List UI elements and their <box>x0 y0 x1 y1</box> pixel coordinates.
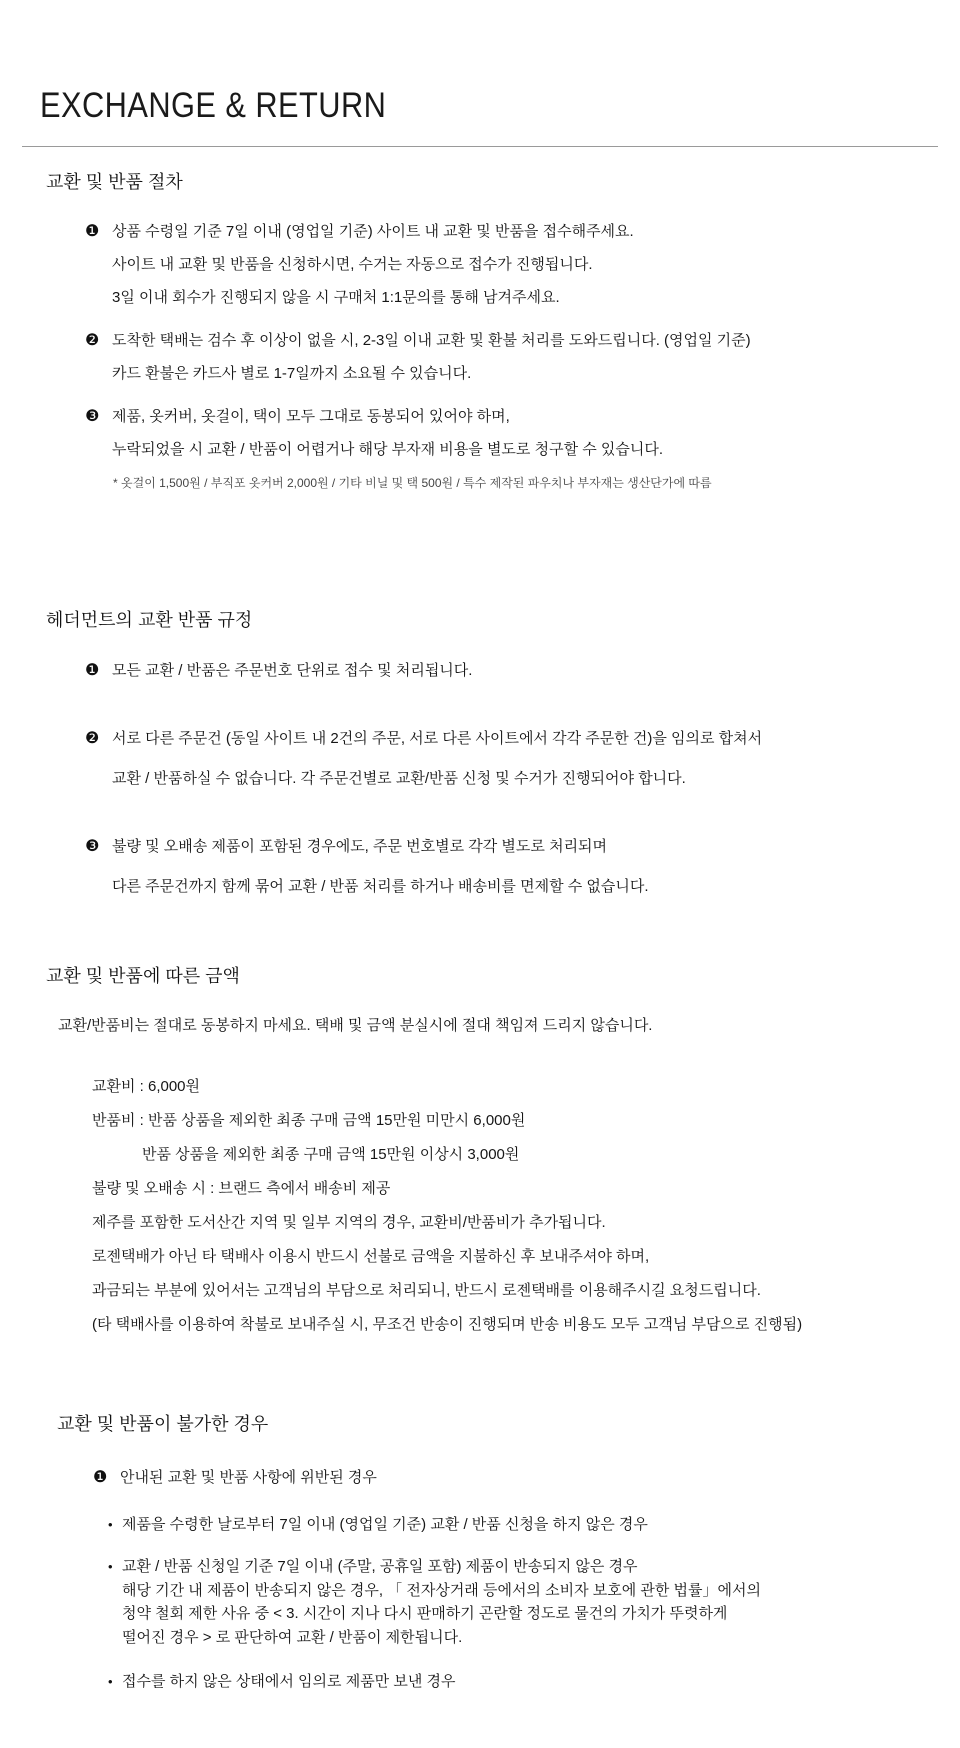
section-procedure-heading: 교환 및 반품 절차 <box>46 172 183 192</box>
return-fee-over-line: 반품 상품을 제외한 최종 구매 금액 15만원 이상시 3,000원 <box>142 1146 520 1163</box>
restriction-bullet-1 <box>108 1508 960 1541</box>
policy-item-1 <box>85 651 960 691</box>
procedure-item-2 <box>85 324 960 390</box>
restriction-bullet-2-line-4: 떨어진 경우 > 로 판단하여 교환 / 반품이 제한됩니다. <box>122 1628 463 1646</box>
section-policy-heading: 헤더먼트의 교환 반품 규정 <box>46 610 253 630</box>
policy-item-1-line-1: 모든 교환 / 반품은 주문번호 단위로 접수 및 처리됩니다. <box>112 662 473 679</box>
procedure-item-3-line-2: 누락되었을 시 교환 / 반품이 어렵거나 해당 부자재 비용을 별도로 청구할 수 있습니다. <box>112 441 664 458</box>
section-fees <box>0 963 960 1342</box>
page-title: EXCHANGE & RETURN <box>40 86 387 125</box>
courier-notice-line-3: (타 택배사를 이용하여 착불로 보내주실 시, 무조건 반송이 진행되며 반송 비용도 모두 고객님 부담으로 진행됨) <box>92 1316 803 1333</box>
procedure-item-3 <box>85 400 960 466</box>
section-restrictions-heading: 교환 및 반품이 불가한 경우 <box>57 1414 269 1434</box>
circled-number-1-icon: ❶ <box>93 1469 108 1486</box>
bullet-icon: • <box>108 1517 113 1532</box>
defect-shipping-line: 불량 및 오배송 시 : 브랜드 측에서 배송비 제공 <box>92 1180 391 1197</box>
procedure-item-1-line-1: 상품 수령일 기준 7일 이내 (영업일 기준) 사이트 내 교환 및 반품을 접수해주세요. <box>112 223 634 240</box>
procedure-item-3-line-1: 제품, 옷커버, 옷걸이, 택이 모두 그대로 동봉되어 있어야 하며, <box>112 408 510 425</box>
title-divider <box>22 146 938 147</box>
section-fees-heading: 교환 및 반품에 따른 금액 <box>46 966 240 986</box>
procedure-item-1-line-2: 사이트 내 교환 및 반품을 신청하시면, 수거는 자동으로 접수가 진행됩니다. <box>112 256 593 273</box>
fees-detail-list <box>92 1070 960 1342</box>
restriction-bullet-2-line-3: 청약 철회 제한 사유 중 < 3. 시간이 지나 다시 판매하기 곤란할 정도로 물건의 가치가 뚜렷하게 <box>122 1605 728 1622</box>
procedure-item-2-line-1: 도착한 택배는 검수 후 이상이 없을 시, 2-3일 이내 교환 및 환불 처리를 도와드립니다. (영업일 기준) <box>112 332 751 349</box>
restrictions-item-1 <box>93 1461 960 1494</box>
policy-item-2-line-2: 교환 / 반품하실 수 없습니다. 각 주문건별로 교환/반품 신청 및 수거가 진행되어야 합니다. <box>112 770 686 787</box>
section-restrictions <box>0 1411 960 1698</box>
courier-notice-line-1: 로젠택배가 아닌 타 택배사 이용시 반드시 선불로 금액을 지불하신 후 보내주셔야 하며, <box>92 1248 650 1265</box>
accessory-cost-footnote: * 옷걸이 1,500원 / 부직포 옷커버 2,000원 / 기타 비닐 및 택 500원 / 특수 제작된 파우치나 부자재는 생산단가에 따름 <box>113 476 712 490</box>
exchange-fee-line: 교환비 : 6,000원 <box>92 1078 200 1095</box>
procedure-item-1 <box>85 215 960 314</box>
circled-number-3-icon: ❸ <box>85 838 100 855</box>
policy-item-2 <box>85 719 960 799</box>
circled-number-1-icon: ❶ <box>85 662 100 679</box>
bullet-icon: • <box>108 1674 113 1689</box>
procedure-item-1-line-3: 3일 이내 회수가 진행되지 않을 시 구매처 1:1문의를 통해 남겨주세요. <box>112 289 560 306</box>
restrictions-item-1-title: 안내된 교환 및 반품 사항에 위반된 경우 <box>120 1469 377 1486</box>
courier-notice-line-2: 과금되는 부분에 있어서는 고객님의 부담으로 처리되니, 반드시 로젠택배를 이용해주시길 요청드립니다. <box>92 1282 761 1299</box>
policy-item-3 <box>85 827 960 907</box>
restriction-bullet-3 <box>108 1665 960 1698</box>
island-surcharge-line: 제주를 포함한 도서산간 지역 및 일부 지역의 경우, 교환비/반품비가 추가됩니다. <box>92 1214 606 1231</box>
restriction-bullet-2 <box>108 1555 960 1649</box>
section-policy <box>0 607 960 907</box>
restriction-bullet-2-line-1: 교환 / 반품 신청일 기준 7일 이내 (주말, 공휴일 포함) 제품이 반송되지 않은 경우 <box>122 1558 638 1575</box>
restriction-bullet-1-line-1: 제품을 수령한 날로부터 7일 이내 (영업일 기준) 교환 / 반품 신청을 하지 않은 경우 <box>122 1516 648 1533</box>
return-fee-under-line: 반품비 : 반품 상품을 제외한 최종 구매 금액 15만원 미만시 6,000원 <box>92 1112 526 1129</box>
procedure-item-2-line-2: 카드 환불은 카드사 별로 1-7일까지 소요될 수 있습니다. <box>112 365 472 382</box>
fees-warning-text: 교환/반품비는 절대로 동봉하지 마세요. 택배 및 금액 분실시에 절대 책임져 드리지 않습니다. <box>58 1017 653 1034</box>
restriction-bullet-2-line-2: 해당 기간 내 제품이 반송되지 않은 경우, 「 전자상거래 등에서의 소비자 보호에 관한 법률」에서의 <box>122 1581 761 1599</box>
circled-number-2-icon: ❷ <box>85 730 100 747</box>
restriction-bullet-3-line-1: 접수를 하지 않은 상태에서 임의로 제품만 보낸 경우 <box>122 1673 456 1690</box>
policy-item-3-line-1: 불량 및 오배송 제품이 포함된 경우에도, 주문 번호별로 각각 별도로 처리되며 <box>112 838 608 855</box>
policy-item-3-line-2: 다른 주문건까지 함께 묶어 교환 / 반품 처리를 하거나 배송비를 면제할 수 없습니다. <box>112 878 649 895</box>
section-procedure <box>0 169 960 492</box>
circled-number-2-icon: ❷ <box>85 332 100 349</box>
circled-number-1-icon: ❶ <box>85 223 100 240</box>
policy-item-2-line-1: 서로 다른 주문건 (동일 사이트 내 2건의 주문, 서로 다른 사이트에서 각각 주문한 건)을 임의로 합쳐서 <box>112 730 763 747</box>
bullet-icon: • <box>108 1559 113 1574</box>
circled-number-3-icon: ❸ <box>85 408 100 425</box>
